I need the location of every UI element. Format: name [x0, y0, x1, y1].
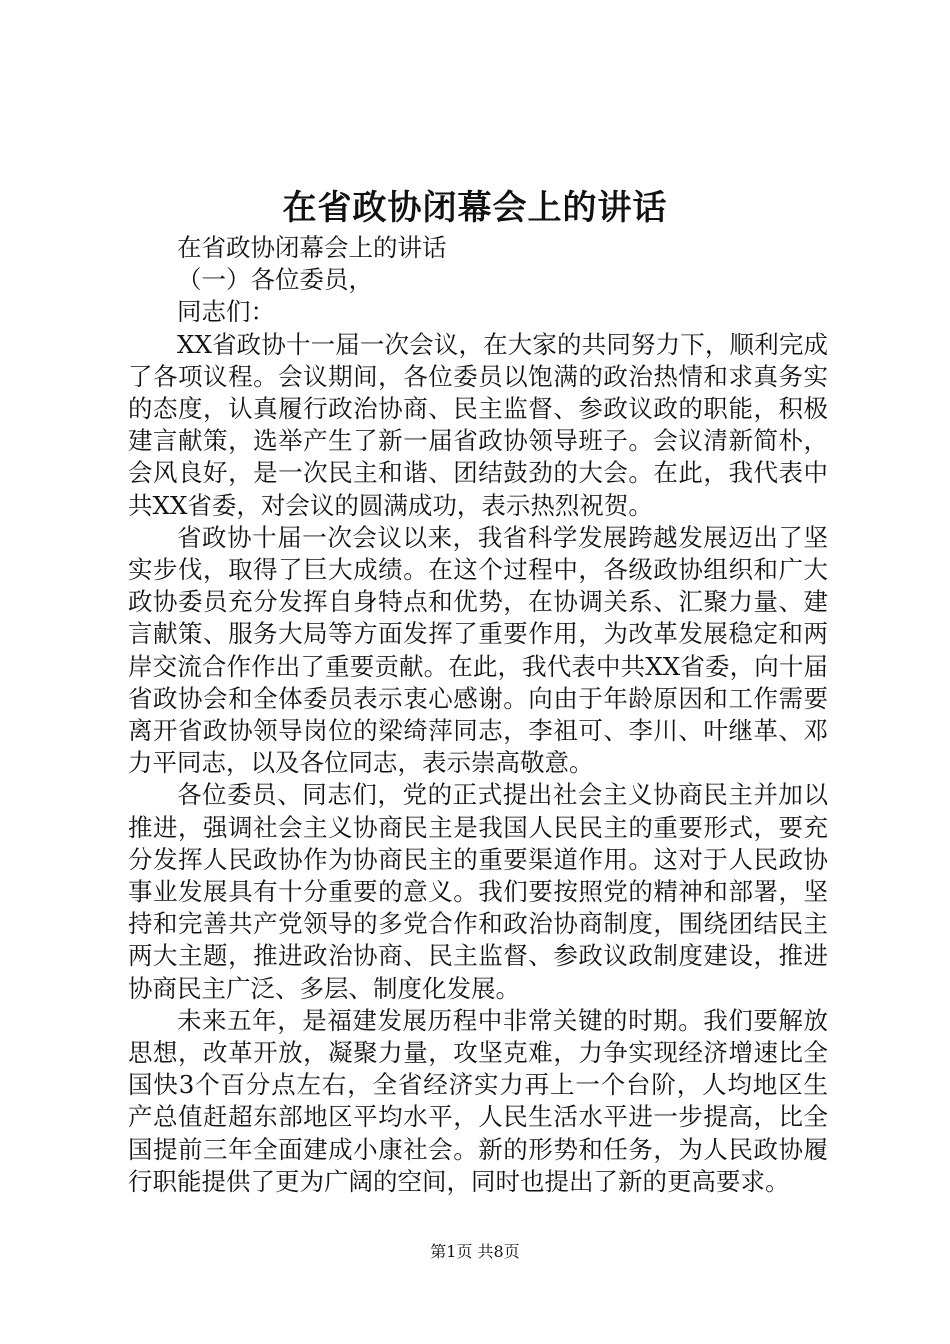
paragraph-3: 各位委员、同志们，党的正式提出社会主义协商民主并加以推进，强调社会主义协商民主是我国人民民主的重要形式，要充分发挥人民政协作为协商民主的重要渠道作用。这对于人民政协事业发展具有十分重要的意义。我们要按照党的精神和部署，坚持和完善共产党领导的多党合作和政治协商制度，围绕团结民主两大主题，推进政治协商、民主监督、参政议政制度建设，推进协商民主广泛、多层、制度化发展。 — [128, 780, 828, 1003]
paragraph-2: 省政协十届一次会议以来，我省科学发展跨越发展迈出了坚实步伐，取得了巨大成绩。在这个过程中，各级政协组织和广大政协委员充分发挥自身特点和优势，在协调关系、汇聚力量、建言献策、服务大局等方面发挥了重要作用，为改革发展稳定和两岸交流合作作出了重要贡献。在此，我代表中共XX省委，向十届省政协会和全体委员表示衷心感谢。向由于年龄原因和工作需要离开省政协领导岗位的梁绮萍同志，李祖可、李川、叶继革、邓力平同志，以及各位同志，表示崇高敬意。 — [128, 522, 828, 778]
paragraph-salutation-1: （一）各位委员， — [177, 265, 373, 295]
paragraph-salutation-2: 同志们： — [177, 297, 275, 327]
page-number-footer: 第1页 共8页 — [430, 1242, 520, 1261]
paragraph-subtitle: 在省政协闭幕会上的讲话 — [177, 233, 447, 262]
paragraph-4: 未来五年，是福建发展历程中非常关键的时期。我们要解放思想，改革开放，凝聚力量，攻坚克难，力争实现经济增速比全国快3个百分点左右，全省经济实力再上一个台阶，人均地区生产总值赶超东部地区平均水平，人民生活水平进一步提高，比全国提前三年全面建成小康社会。新的形势和任务，为人民政协履行职能提供了更为广阔的空间，同时也提出了新的更高要求。 — [128, 1005, 828, 1196]
paragraph-1: XX省政协十一届一次会议，在大家的共同努力下，顺利完成了各项议程。会议期间，各位委员以饱满的政治热情和求真务实的态度，认真履行政治协商、民主监督、参政议政的职能，积极建言献策，选举产生了新一届省政协领导班子。会议清新简朴，会风良好，是一次民主和谐、团结鼓劲的大会。在此，我代表中共XX省委，对会议的圆满成功，表示热烈祝贺。 — [128, 329, 828, 520]
document-body — [128, 232, 828, 1198]
document-title: 在省政协闭幕会上的讲话 — [282, 188, 668, 228]
